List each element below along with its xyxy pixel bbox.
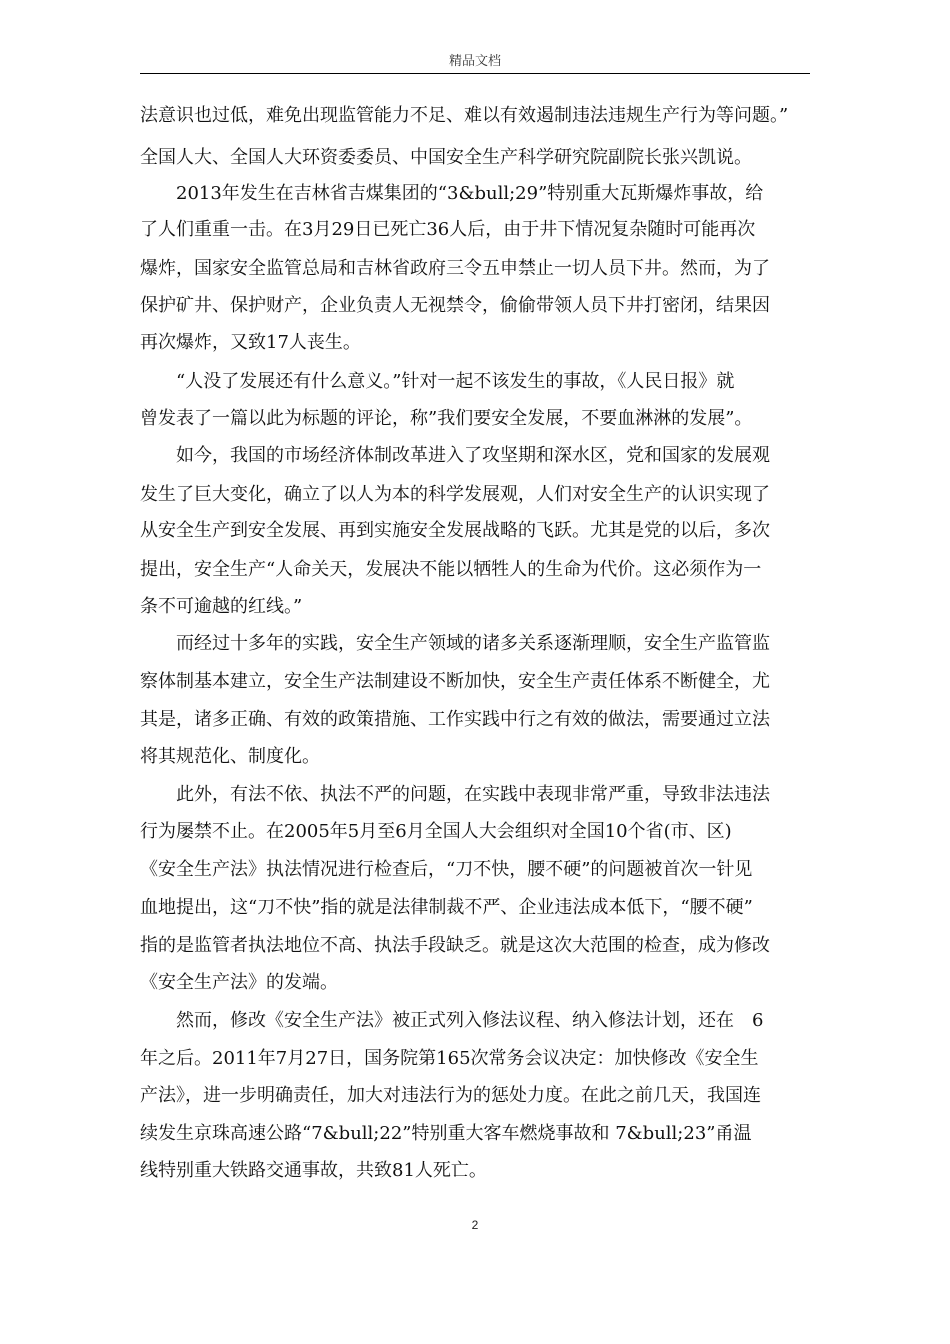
text-line: 发生了巨大变化，确立了以人为本的科学发展观，人们对安全生产的认识实现了	[140, 484, 770, 505]
text-line: 2013年发生在吉林省吉煤集团的“3&bull;29”特别重大瓦斯爆炸事故，给	[140, 183, 764, 204]
page-header: 精品文档	[448, 54, 501, 69]
header-rule	[140, 73, 810, 74]
text-line: 提出，安全生产“人命关天，发展决不能以牺牲人的生命为代价。这必须作为一	[140, 559, 762, 580]
text-line: 《安全生产法》的发端。	[140, 972, 338, 993]
text-line: 保护矿井、保护财产，企业负责人无视禁令，偷偷带领人员下井打密闭，结果因	[140, 295, 770, 316]
text-line: 曾发表了一篇以此为标题的评论，称”我们要安全发展，不要血淋淋的发展”。	[140, 408, 753, 429]
text-line: 产法》，进一步明确责任，加大对违法行为的惩处力度。在此之前几天，我国连	[140, 1085, 761, 1106]
text-line: 再次爆炸，又致17人丧生。	[140, 332, 361, 353]
text-line: 然而，修改《安全生产法》被正式列入修法议程、纳入修法计划，还在 6	[140, 1010, 764, 1031]
text-line: “人没了发展还有什么意义。”针对一起不该发生的事故，《人民日报》就	[140, 371, 735, 392]
text-line: 其是，诸多正确、有效的政策措施、工作实践中行之有效的做法，需要通过立法	[140, 709, 770, 730]
text-line: 行为屡禁不止。在2005年5月至6月全国人大会组织对全国10个省(市、区)	[140, 821, 732, 842]
text-line: 条不可逾越的红线。”	[140, 596, 303, 617]
text-line: 线特别重大铁路交通事故，共致81人死亡。	[140, 1160, 487, 1181]
text-line: 《安全生产法》执法情况进行检查后，“刀不快，腰不硬”的问题被首次一针见	[140, 859, 753, 880]
text-line: 指的是监管者执法地位不高、执法手段缺乏。就是这次大范围的检查，成为修改	[140, 935, 770, 956]
text-line: 爆炸，国家安全监管总局和吉林省政府三令五申禁止一切人员下井。然而，为了	[140, 258, 770, 279]
text-line: 从安全生产到安全发展、再到实施安全发展战略的飞跃。尤其是党的以后，多次	[140, 520, 770, 541]
text-line: 此外，有法不依、执法不严的问题，在实践中表现非常严重，导致非法违法	[140, 784, 770, 805]
text-line: 血地提出，这“刀不快”指的就是法律制裁不严、企业违法成本低下，“腰不硬”	[140, 897, 753, 918]
text-line: 全国人大、全国人大环资委委员、中国安全生产科学研究院副院长张兴凯说。	[140, 147, 752, 168]
text-line: 续发生京珠高速公路“7&bull;22”特别重大客车燃烧事故和 7&bull;23”甬温	[140, 1123, 752, 1144]
text-line: 法意识也过低，难免出现监管能力不足、难以有效遏制违法违规生产行为等问题。”	[140, 105, 789, 126]
page-number: 2	[471, 1218, 479, 1232]
text-line: 察体制基本建立，安全生产法制建设不断加快，安全生产责任体系不断健全，尤	[140, 671, 770, 692]
text-line: 如今，我国的市场经济体制改革进入了攻坚期和深水区，党和国家的发展观	[140, 445, 770, 466]
text-line: 将其规范化、制度化。	[140, 746, 320, 767]
text-line: 了人们重重一击。在3月29日已死亡36人后，由于井下情况复杂随时可能再次	[140, 219, 756, 240]
text-line: 年之后。2011年7月27日，国务院第165次常务会议决定：加快修改《安全生	[140, 1048, 759, 1069]
text-line: 而经过十多年的实践，安全生产领域的诸多关系逐渐理顺，安全生产监管监	[140, 633, 770, 654]
